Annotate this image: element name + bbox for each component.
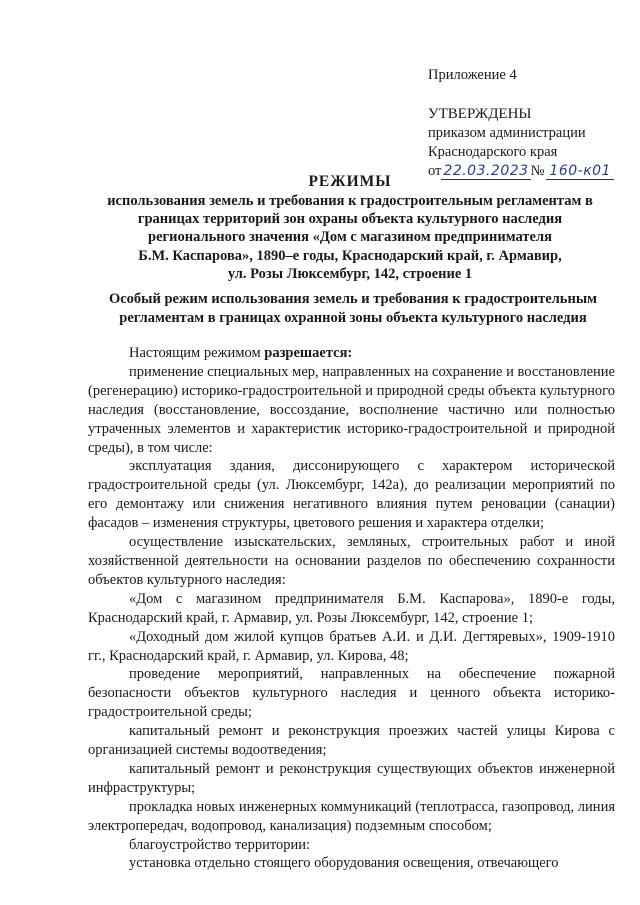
paragraph-11: установка отдельно стоящего оборудования освещения, отвечающего (129, 855, 559, 872)
title-line-4: Б.М. Каспарова», 1890–е годы, Краснодарский край, г. Армавир, (138, 247, 562, 264)
title-line-5: ул. Розы Люксембург, 142, строение 1 (227, 265, 473, 282)
title-line-1: использования земель и требования к градостроительным регламентам в (107, 193, 593, 209)
intro-bold: разрешается: (264, 345, 353, 361)
section-line-1: Особый режим использования земель и требования к градостроительным (108, 291, 598, 307)
appendix-label: Приложение 4 (428, 67, 517, 83)
title-line-3: регионального значения «Дом с магазином предпринимателя (148, 229, 552, 246)
paragraph-5: «Доходный дом жилой купцов братьев А.И. и Д.И. Дегтяревых», 1909-1910 гг., Краснодарский край, г. Армавир, ул. Кирова, 48; (88, 628, 615, 664)
intro-paragraph (88, 344, 615, 363)
section-heading (88, 290, 618, 327)
section-line-2: регламентам в границах охранной зоны объекта культурного наследия (119, 309, 587, 326)
title-line-2: границах территорий зон охраны объекта культурного наследия (137, 211, 563, 228)
document-body (88, 344, 615, 873)
paragraph-7: капитальный ремонт и реконструкция проезжих частей улицы Кирова с организацией системы водоотведения; (88, 723, 615, 759)
document-title (70, 172, 630, 283)
paragraph-10: благоустройство территории: (129, 836, 311, 853)
number-prefix: № (530, 163, 545, 179)
paragraph-8: капитальный ремонт и реконструкция существующих объектов инженерной инфраструктуры; (88, 760, 615, 796)
paragraph-6: проведение мероприятий, направленных на обеспечение пожарной безопасности объектов культурного наследия и ценного объекта историко-градостроительной среды; (88, 666, 615, 721)
order-line-1: приказом администрации (428, 125, 586, 141)
paragraph-1: применение специальных мер, направленных на сохранение и восстановление (регенерацию) историко-градостроительной и природной среды объекта культурного наследия (восстановление, воссоздание, восполнение частично или полностью утраченных элементов и характеристик историко-градостроительной и природной среды), в том числе: (88, 363, 615, 456)
handwritten-date: 22.03.2023 (443, 163, 529, 179)
approved-heading: УТВЕРЖДЕНЫ (428, 106, 532, 122)
handwritten-number: 160-к01 (546, 163, 614, 180)
intro-text: Настоящим режимом (129, 345, 265, 361)
date-prefix: от (428, 163, 442, 179)
order-line-2: Краснодарского края (428, 144, 558, 160)
approval-block (428, 66, 614, 181)
paragraph-9: прокладка новых инженерных коммуникаций (теплотрасса, газопровод, линия электропередач, водопровод, канализация) подземным способом; (88, 798, 615, 834)
paragraph-2: эксплуатация здания, диссонирующего с характером исторической градостроительной среды (ул. Люксембург, 142а), до реализации мероприятий по его демонтажу или снижения негативного влияния путем реновации (санации) фасадов – изменения структуры, цветового решения и характера отделки; (88, 458, 615, 532)
paragraph-3: осуществление изыскательских, земляных, строительных работ и иной хозяйственной деятельности на основании разделов по обеспечению сохранности объектов культурного наследия: (88, 534, 615, 588)
title-main: РЕЖИМЫ (308, 173, 392, 190)
paragraph-4: «Дом с магазином предпринимателя Б.М. Каспарова», 1890-е годы, Краснодарский край, г. Армавир, ул. Розы Люксембург, 142, строение 1; (88, 590, 615, 626)
